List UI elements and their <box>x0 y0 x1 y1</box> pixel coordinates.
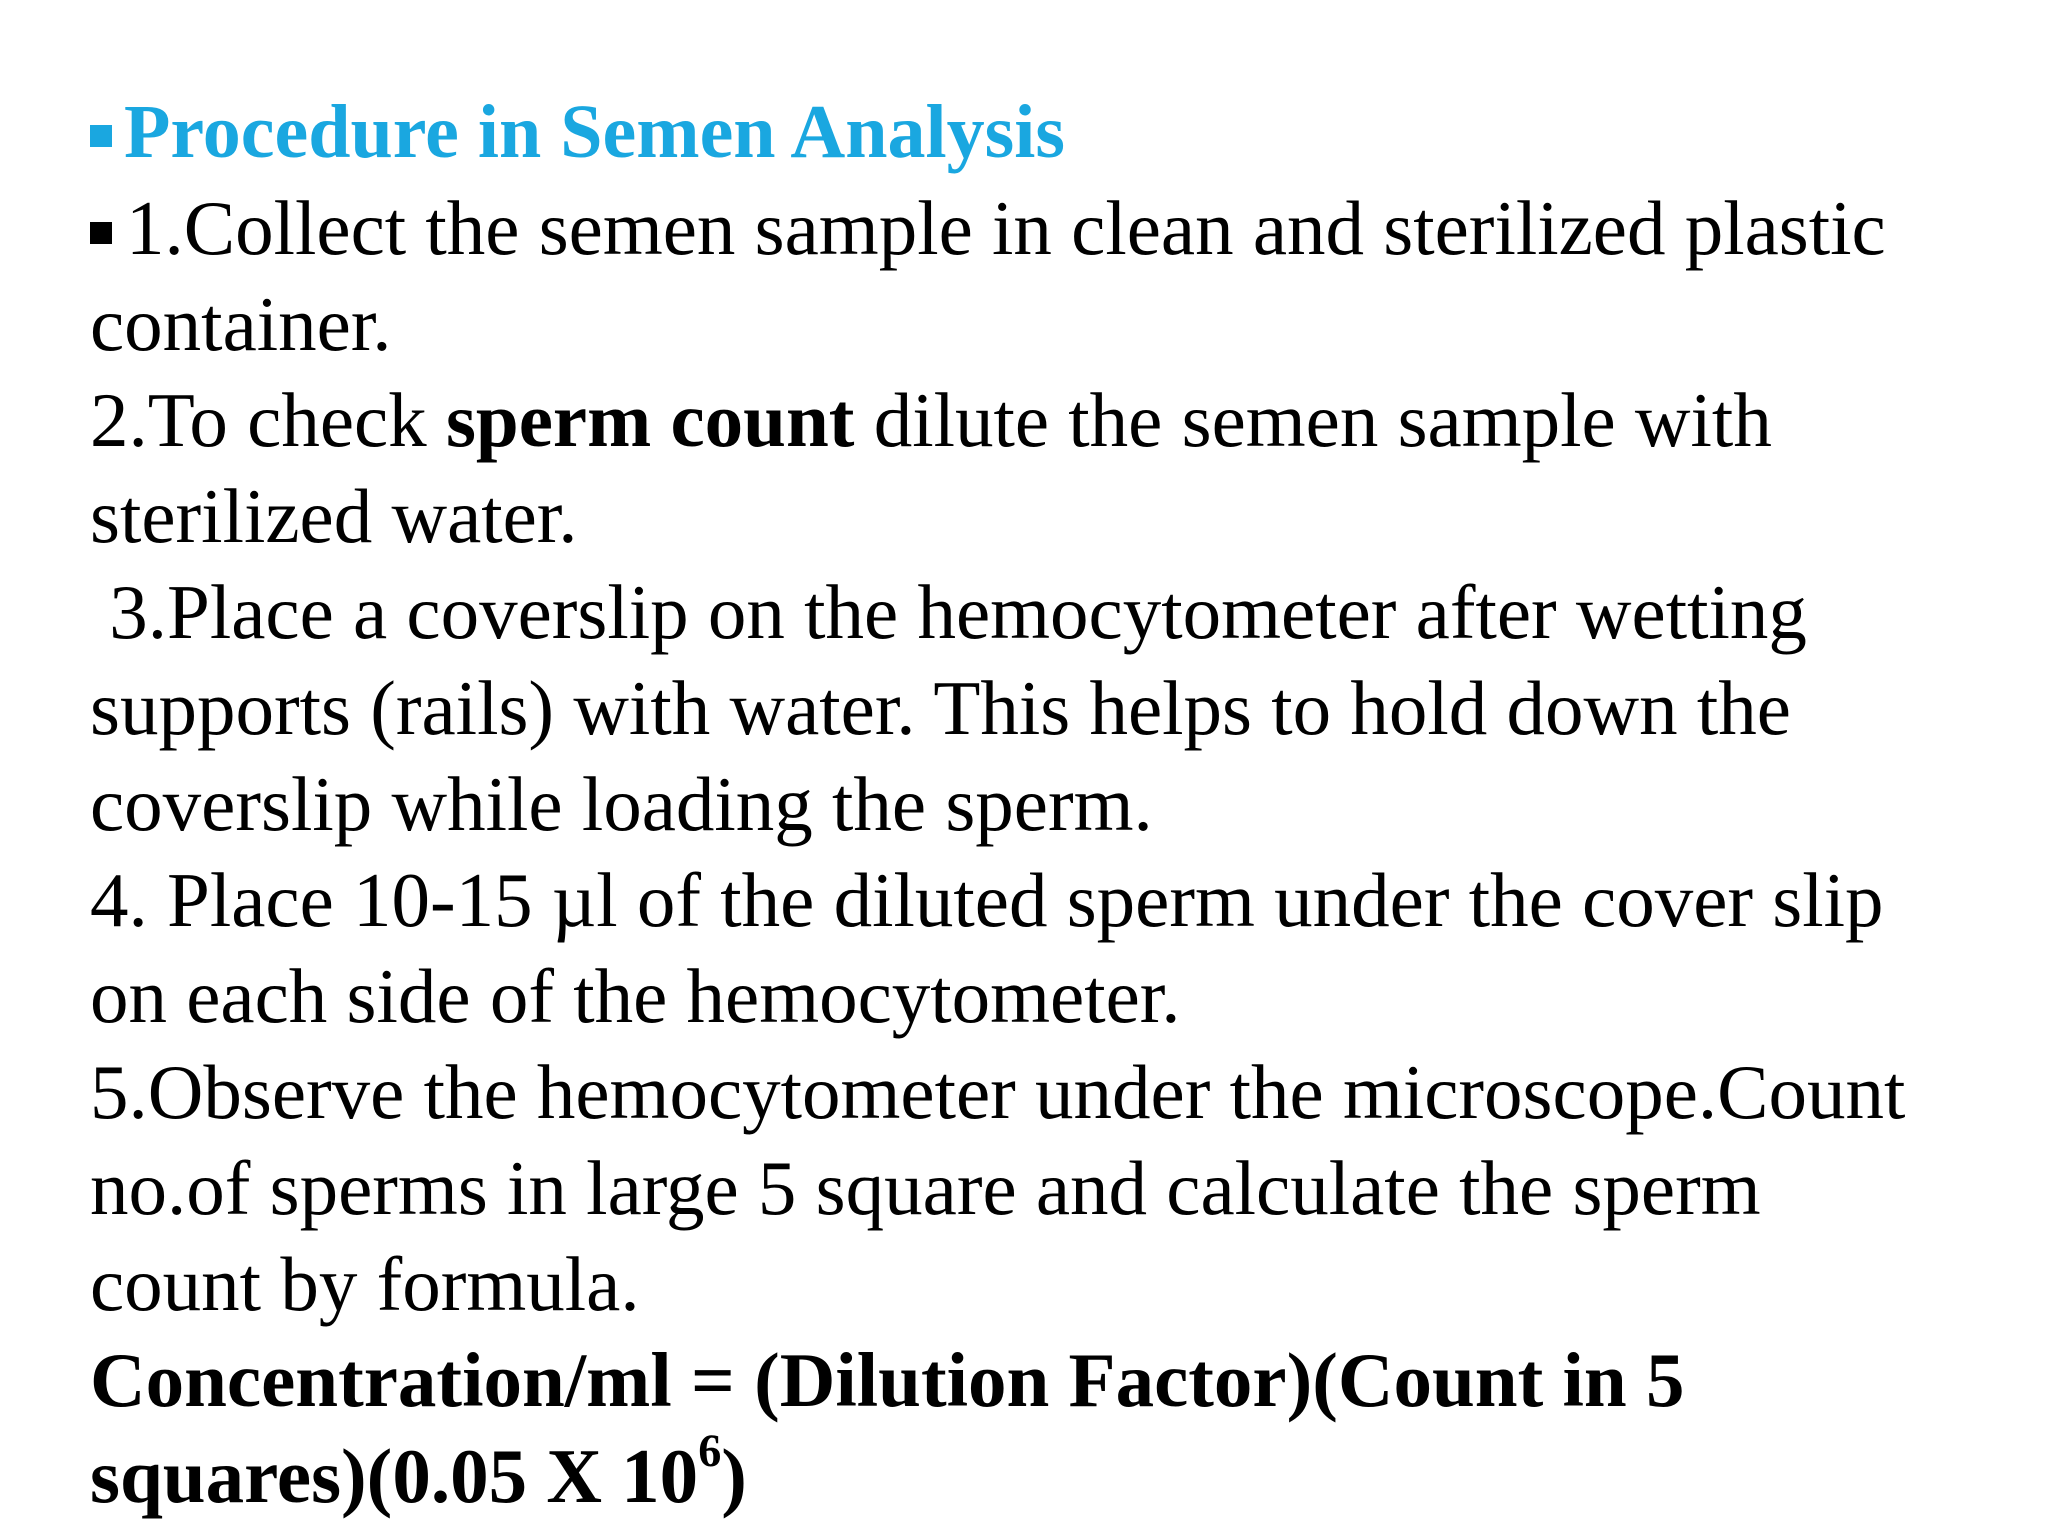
step-5-continuation-1: no.of sperms in large 5 square and calculate the sperm <box>90 1145 1761 1231</box>
heading-text: Procedure in Semen Analysis <box>124 90 1065 174</box>
formula-line-1: Concentration/ml = (Dilution Factor)(Count in 5 <box>90 1337 1685 1423</box>
step-2-continuation: sterilized water. <box>90 473 578 559</box>
step-5-continuation-2: count by formula. <box>90 1241 640 1327</box>
slide-heading <box>90 84 1065 180</box>
step-2-text-end: dilute the semen sample with <box>854 377 1772 463</box>
step-1-line <box>90 180 1886 276</box>
step-5-line: 5.Observe the hemocytometer under the microscope.Count <box>90 1049 1906 1135</box>
formula-exponent: 6 <box>698 1425 722 1477</box>
square-bullet-icon <box>90 222 112 244</box>
step-4-continuation: on each side of the hemocytometer. <box>90 953 1181 1039</box>
formula-text: squares)(0.05 X 10 <box>90 1433 699 1519</box>
step-3-line: 3.Place a coverslip on the hemocytometer after wetting <box>90 569 1807 655</box>
formula-close-paren: ) <box>721 1433 747 1519</box>
step-3-continuation-1: supports (rails) with water. This helps to hold down the <box>90 665 1791 751</box>
step-2-bold-term: sperm count <box>445 377 855 463</box>
step-3-continuation-2: coverslip while loading the sperm. <box>90 761 1153 847</box>
step-2-text-start: 2.To check <box>90 377 446 463</box>
step-1-continuation: container. <box>90 281 392 367</box>
square-bullet-icon <box>90 125 112 147</box>
step-1-text: 1.Collect the semen sample in clean and sterilized plastic <box>126 185 1886 271</box>
step-2-line <box>90 372 1772 468</box>
formula-line-2 <box>90 1425 747 1524</box>
step-4-line: 4. Place 10-15 µl of the diluted sperm under the cover slip <box>90 857 1884 943</box>
